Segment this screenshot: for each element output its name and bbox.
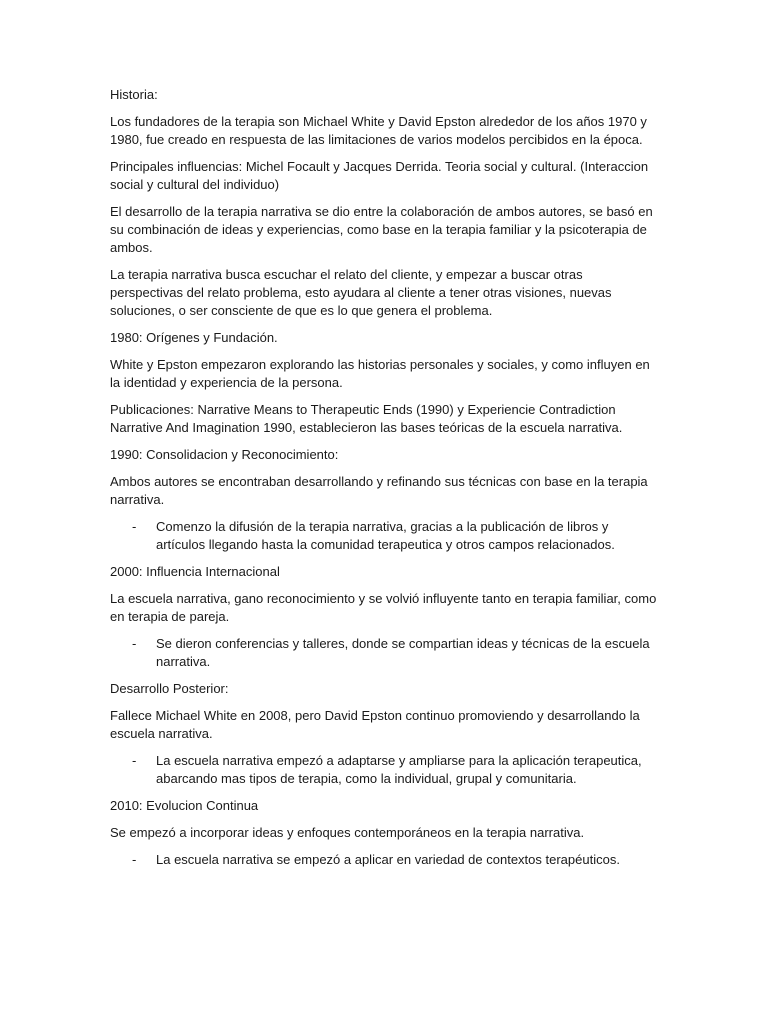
bullet-text: Comenzo la difusión de la terapia narrativa, gracias a la publicación de libros y artículos llegando hasta la comunidad terapeutica y otros campos relacionados. [156,519,615,552]
paragraph: La terapia narrativa busca escuchar el relato del cliente, y empezar a buscar otras perspectivas del relato problema, esto ayudara al cliente a tener otras visiones, nuevas soluciones, o ser consciente de que es lo que genera el problema. [110,267,612,318]
paragraph: Los fundadores de la terapia son Michael White y David Epston alrededor de los años 1970 y 1980, fue creado en respuesta de las limitaciones de varios modelos percibidos en la época. [110,114,647,147]
bullet-text: Se dieron conferencias y talleres, donde se compartian ideas y técnicas de la escuela narrativa. [156,636,650,669]
paragraph: 1980: Orígenes y Fundación. [110,330,278,345]
bullet-marker: - [132,753,137,768]
paragraph: 1990: Consolidacion y Reconocimiento: [110,447,339,462]
paragraph: Ambos autores se encontraban desarrollando y refinando sus técnicas con base en la terapia narrativa. [110,474,648,507]
bullet-item [110,635,658,671]
bullet-marker: - [132,519,137,534]
bullet-item [110,851,658,869]
document-body [110,86,658,869]
paragraph: Historia: [110,87,158,102]
paragraph: Principales influencias: Michel Focault y Jacques Derrida. Teoria social y cultural. (Interaccion social y cultural del individuo) [110,159,649,192]
paragraph: Se empezó a incorporar ideas y enfoques contemporáneos en la terapia narrativa. [110,825,585,840]
paragraph: White y Epston empezaron explorando las historias personales y sociales, y como influyen en la identidad y experiencia de la persona. [110,357,650,390]
paragraph: Publicaciones: Narrative Means to Therapeutic Ends (1990) y Experiencie Contradiction Narrative And Imagination 1990, establecieron las bases teóricas de la escuela narrativa. [110,402,623,435]
paragraph: 2010: Evolucion Continua [110,798,259,813]
bullet-text: La escuela narrativa se empezó a aplicar en variedad de contextos terapéuticos. [156,852,620,867]
bullet-item [110,752,658,788]
paragraph: Desarrollo Posterior: [110,681,229,696]
paragraph: La escuela narrativa, gano reconocimiento y se volvió influyente tanto en terapia familiar, como en terapia de pareja. [110,591,657,624]
bullet-text: La escuela narrativa empezó a adaptarse y ampliarse para la aplicación terapeutica, abarcando mas tipos de terapia, como la individual, grupal y comunitaria. [156,753,642,786]
paragraph: Fallece Michael White en 2008, pero David Epston continuo promoviendo y desarrollando la escuela narrativa. [110,708,640,741]
bullet-marker: - [132,636,137,651]
bullet-item [110,518,658,554]
paragraph: 2000: Influencia Internacional [110,564,280,579]
bullet-marker: - [132,852,137,867]
paragraph: El desarrollo de la terapia narrativa se dio entre la colaboración de ambos autores, se basó en su combinación de ideas y experiencias, como base en la terapia familiar y la psicoterapia de ambos. [110,204,653,255]
